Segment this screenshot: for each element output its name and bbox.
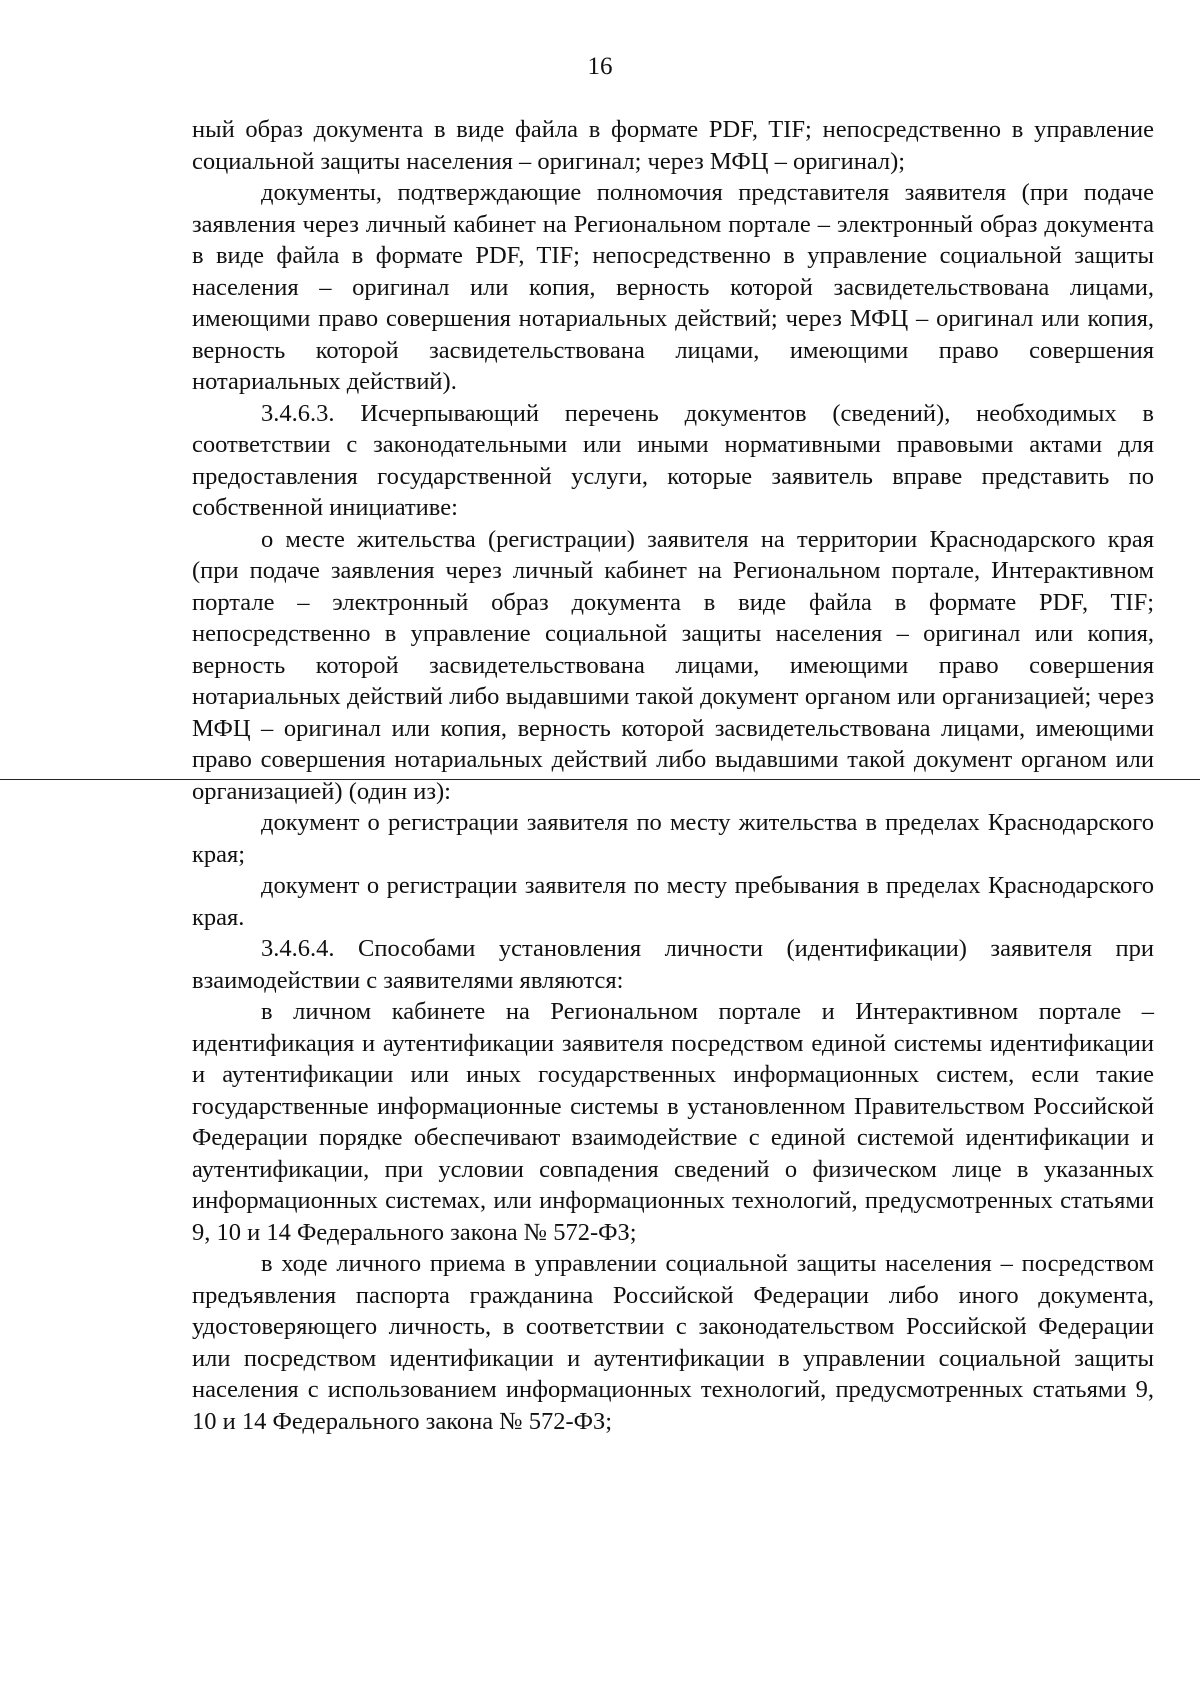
paragraph-personal-reception: в ходе личного приема в управлении социальной защиты населения – посредством предъявления паспорта гражданина Российской Федерации либо иного документа, удостоверяющего личность, в соответствии с законодательством Российской Федерации или посредством идентификации и аутентификации в управлении социальной защиты населения с использованием информационных технологий, предусмотренных статьями 9, 10 и 14 Федерального закона № 572-ФЗ; xyxy=(192,1250,1154,1435)
paragraph-3-4-6-4: 3.4.6.4. Способами установления личности (идентификации) заявителя при взаимодействии с заявителями являются: xyxy=(192,935,1154,994)
paragraph-residence-info: о месте жительства (регистрации) заявителя на территории Краснодарского края (при подаче заявления через личный кабинет на Региональном портале, Интерактивном портале – электронный образ документа в виде файла в формате PDF, TIF; непосредственно в управление социальной защиты населения – оригинал или копия, верность которой засвидетельствована лицами, имеющими право совершения нотариальных действий либо выдавшими такой документ органом или организацией; через МФЦ – оригинал или копия, верность которой засвидетельствована лицами, имеющими право совершения нотариальных действий либо выдавшими такой документ органом или организацией) (один из): xyxy=(192,525,1154,805)
paragraph-continuation: ный образ документа в виде файла в формате PDF, TIF; непосредственно в управление социальной защиты населения – оригинал; через МФЦ – оригинал); xyxy=(192,116,1154,175)
paragraph-registration-residence: документ о регистрации заявителя по месту жительства в пределах Краснодарского края; xyxy=(192,809,1154,868)
paragraph-representative-documents: документы, подтверждающие полномочия представителя заявителя (при подаче заявления через личный кабинет на Региональном портале – электронный образ документа в виде файла в формате PDF, TIF; непосредственно в управление социальной защиты населения – оригинал или копия, верность которой засвидетельствована лицами, имеющими право совершения нотариальных действий; через МФЦ – оригинал или копия, верность которой засвидетельствована лицами, имеющими право совершения нотариальных действий). xyxy=(192,179,1154,395)
page-number: 16 xyxy=(587,53,613,80)
document-body xyxy=(192,114,1154,1437)
paragraph-3-4-6-3: 3.4.6.3. Исчерпывающий перечень документов (сведений), необходимых в соответствии с законодательными или иными нормативными правовыми актами для предоставления государственной услуги, которые заявитель вправе представить по собственной инициативе: xyxy=(192,399,1154,521)
paragraph-personal-cabinet: в личном кабинете на Региональном портале и Интерактивном портале – идентификация и аутентификации заявителя посредством единой системы идентификации и аутентификации или иных государственных информационных систем, если такие государственные информационные системы в установленном Правительством Российской Федерации порядке обеспечивают взаимодействие с единой системой идентификации и аутентификации, при условии совпадения сведений о физическом лице в указанных информационных системах, или информационных технологий, предусмотренных статьями 9, 10 и 14 Федерального закона № 572-ФЗ; xyxy=(192,998,1154,1246)
paragraph-registration-stay: документ о регистрации заявителя по месту пребывания в пределах Краснодарского края. xyxy=(192,872,1154,931)
